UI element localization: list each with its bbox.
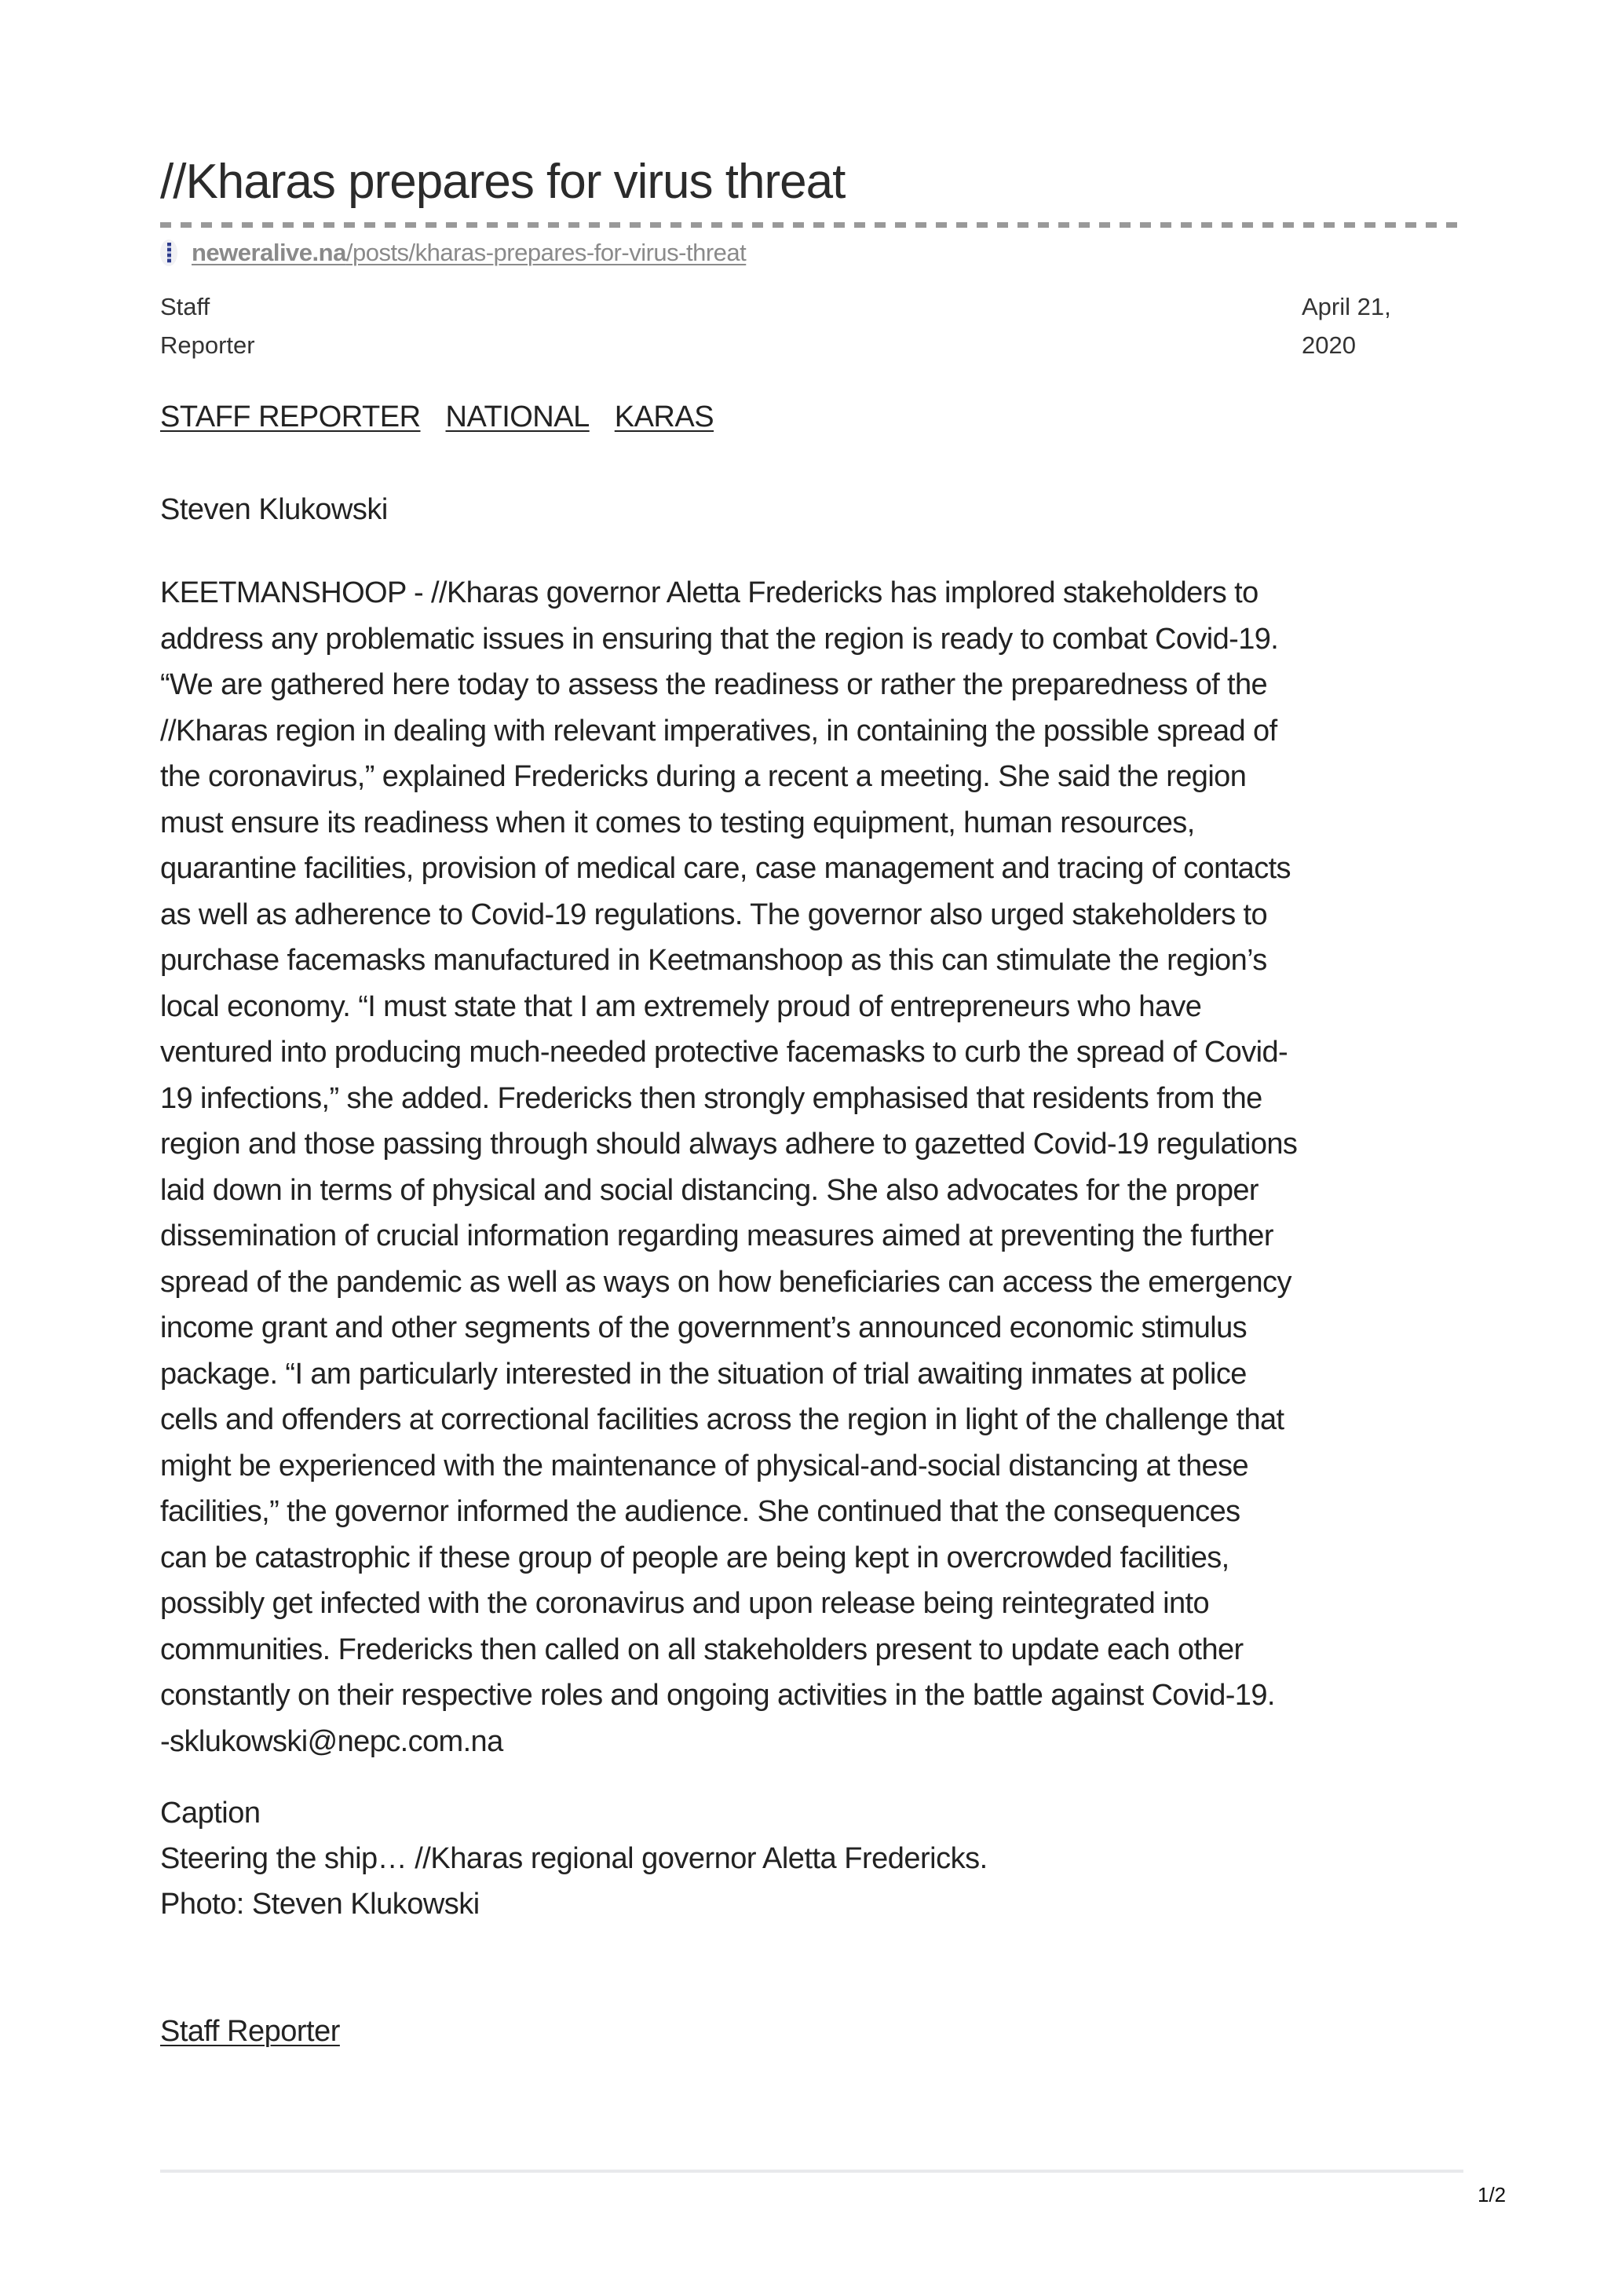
page-number: 1/2 [1478,2183,1507,2206]
source-path: /posts/kharas-prepares-for-virus-threat [345,239,747,266]
photo-credit: Photo: Steven Klukowski [160,1888,480,1921]
body-text-line: //Kharas region in dealing with relevant imperatives, in containing the possible spread of [160,714,1277,748]
author-meta [160,287,270,364]
publish-date-line: April 21, [1302,293,1391,320]
caption-label: Caption [160,1797,261,1830]
body-text-line: must ensure its readiness when it comes to testing equipment, human resources, [160,806,1195,839]
body-text-line: 19 infections,” she added. Fredericks then strongly emphasised that residents from the [160,1081,1262,1115]
tag-karas[interactable]: KARAS [614,400,714,433]
body-text-line: possibly get infected with the coronavirus and upon release being reintegrated into [160,1587,1209,1620]
body-text-line: might be experienced with the maintenance of physical-and-social distancing at these [160,1449,1248,1483]
category-tags [160,400,714,434]
article-title: //Kharas prepares for virus threat [160,155,846,209]
body-text-line: local economy. “I must state that I am extremely proud of entrepreneurs who have [160,989,1202,1023]
footer-divider [160,2170,1463,2173]
source-domain: neweralive.na [192,239,346,266]
body-text-line: spread of the pandemic as well as ways on how beneficiaries can access the emergency [160,1265,1291,1299]
photo-caption [160,1790,988,1927]
body-text-line: ventured into producing much-needed protective facemasks to curb the spread of Covid- [160,1036,1288,1069]
author-meta-line: Reporter [160,331,255,359]
body-text-line: -sklukowski@nepc.com.na [160,1724,503,1758]
title-dashed-divider [160,222,1463,228]
body-text-line: constantly on their respective roles and ongoing activities in the battle against Covid-19. [160,1679,1275,1712]
source-url-link[interactable] [192,239,746,267]
body-text-line: quarantine facilities, provision of medical care, case management and tracing of contacts [160,852,1291,885]
body-text-line: KEETMANSHOOP - //Kharas governor Aletta Fredericks has implored stakeholders to [160,576,1259,609]
tag-staff-reporter[interactable]: STAFF REPORTER [160,400,421,433]
caption-text: Steering the ship… //Kharas regional governor Aletta Fredericks. [160,1842,988,1875]
author-meta-line: Staff [160,293,210,320]
body-text-line: as well as adherence to Covid-19 regulations. The governor also urged stakeholders to [160,898,1268,931]
body-text-line: “We are gathered here today to assess the readiness or rather the preparedness of the [160,668,1268,701]
article-byline: Steven Klukowski [160,493,388,526]
body-text-line: the coronavirus,” explained Fredericks during a recent a meeting. She said the region [160,760,1247,793]
source-url-row [160,239,746,267]
site-favicon-icon [160,239,177,266]
body-text-line: facilities,” the governor informed the audience. She continued that the consequences [160,1495,1240,1528]
tag-national[interactable]: NATIONAL [445,400,590,433]
body-text-line: can be catastrophic if these group of people are being kept in overcrowded facilities, [160,1541,1229,1574]
body-text-line: region and those passing through should always adhere to gazetted Covid-19 regulations [160,1128,1298,1161]
body-text-line: dissemination of crucial information regarding measures aimed at preventing the further [160,1219,1273,1252]
body-text-line: communities. Fredericks then called on all stakeholders present to update each other [160,1632,1244,1666]
body-text-line: laid down in terms of physical and social distancing. She also advocates for the proper [160,1173,1259,1207]
body-text-line: address any problematic issues in ensuring that the region is ready to combat Covid-19. [160,622,1279,656]
publish-date [1302,287,1412,364]
article-body [160,570,1479,1764]
body-text-line: package. “I am particularly interested in the situation of trial awaiting inmates at police [160,1357,1247,1391]
author-profile-link[interactable]: Staff Reporter [160,2015,340,2048]
body-text-line: purchase facemasks manufactured in Keetmanshoop as this can stimulate the region’s [160,944,1267,977]
publish-date-line: 2020 [1302,331,1356,359]
body-text-line: cells and offenders at correctional facilities across the region in light of the challenge that [160,1403,1284,1436]
body-text-line: income grant and other segments of the government’s announced economic stimulus [160,1311,1248,1344]
